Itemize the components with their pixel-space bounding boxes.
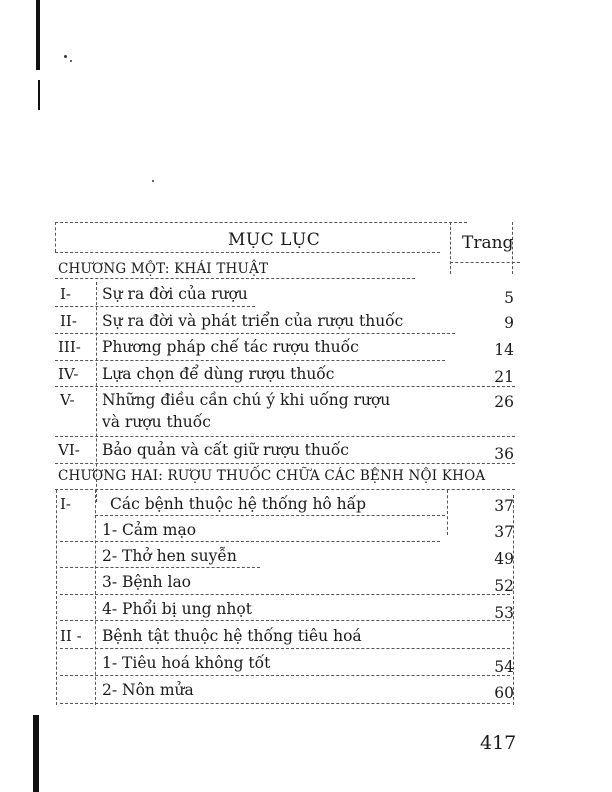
rule — [95, 515, 445, 516]
entry-title: Những điều cần chú ý khi uống rượu — [102, 391, 391, 409]
sub-entry-title: 2- Thở hen suyễn — [102, 547, 237, 565]
entry-number: I- — [60, 495, 71, 513]
entry-number: II - — [60, 627, 82, 645]
rule — [55, 278, 415, 279]
rule — [447, 490, 448, 535]
rule — [450, 222, 451, 274]
rule — [55, 436, 515, 437]
entry-page: 21 — [494, 368, 514, 386]
rule — [60, 648, 510, 649]
sub-entry-title: 2- Nôn mửa — [102, 681, 194, 699]
entry-number: II- — [60, 312, 77, 330]
entry-title: Phương pháp chế tác rượu thuốc — [102, 338, 359, 356]
rule — [55, 252, 440, 253]
entry-page: 26 — [494, 393, 514, 411]
entry-title: Bảo quản và cất giữ rượu thuốc — [102, 441, 349, 459]
rule — [60, 703, 510, 704]
sub-entry-title: 3- Bệnh lao — [102, 573, 192, 591]
entry-page: 49 — [494, 550, 514, 568]
rule — [60, 541, 440, 542]
page-number: 417 — [480, 732, 517, 754]
rule — [55, 222, 467, 223]
rule — [55, 333, 455, 334]
rule — [95, 490, 96, 705]
entry-number: VI- — [58, 441, 80, 459]
sub-entry-title: 4- Phổi bị ung nhọt — [102, 600, 252, 618]
entry-page: 5 — [504, 289, 514, 307]
chapter-heading: CHƯƠNG MỘT: KHÁI THUẬT — [58, 261, 269, 277]
rule — [55, 360, 445, 361]
rule — [60, 620, 510, 621]
sub-entry-title: 1- Cảm mạo — [102, 521, 197, 539]
entry-title-continued: và rượu thuốc — [102, 413, 211, 431]
rule — [55, 463, 515, 464]
rule — [55, 306, 255, 307]
entry-page: 52 — [494, 577, 514, 595]
entry-page: 37 — [494, 497, 514, 515]
entry-page: 60 — [494, 684, 514, 702]
rule — [450, 262, 520, 263]
rule — [60, 675, 510, 676]
rule — [55, 386, 515, 387]
entry-number: I- — [60, 285, 71, 303]
sub-entry-title: 1- Tiêu hoá không tốt — [102, 654, 271, 672]
rule — [56, 490, 57, 705]
chapter-heading: CHƯƠNG HAI: RƯỢU THUỐC CHỮA CÁC BỆNH NỘI KHOA — [58, 468, 486, 484]
entry-title: Lựa chọn để dùng rượu thuốc — [102, 365, 335, 383]
toc-title: MỤC LỤC — [228, 230, 321, 250]
entry-page: 54 — [494, 658, 514, 676]
entry-page: 53 — [494, 604, 514, 622]
entry-page: 36 — [494, 445, 514, 463]
entry-title: Sự ra đời của rượu — [102, 285, 248, 303]
entry-page: 37 — [494, 523, 514, 541]
rule — [60, 594, 510, 595]
page-column-header: Trang — [462, 233, 514, 253]
entry-page: 14 — [494, 341, 514, 359]
entry-number: III- — [58, 338, 81, 356]
entry-page: 9 — [504, 314, 514, 332]
entry-number: V- — [60, 391, 75, 409]
rule — [55, 489, 515, 490]
entry-title: Sự ra đời và phát triển của rượu thuốc — [102, 312, 404, 330]
rule — [55, 222, 56, 252]
entry-title: Các bệnh thuộc hệ thống hô hấp — [110, 495, 367, 513]
entry-number: IV- — [58, 365, 79, 383]
entry-title: Bệnh tật thuộc hệ thống tiêu hoá — [102, 627, 362, 645]
rule — [60, 567, 260, 568]
